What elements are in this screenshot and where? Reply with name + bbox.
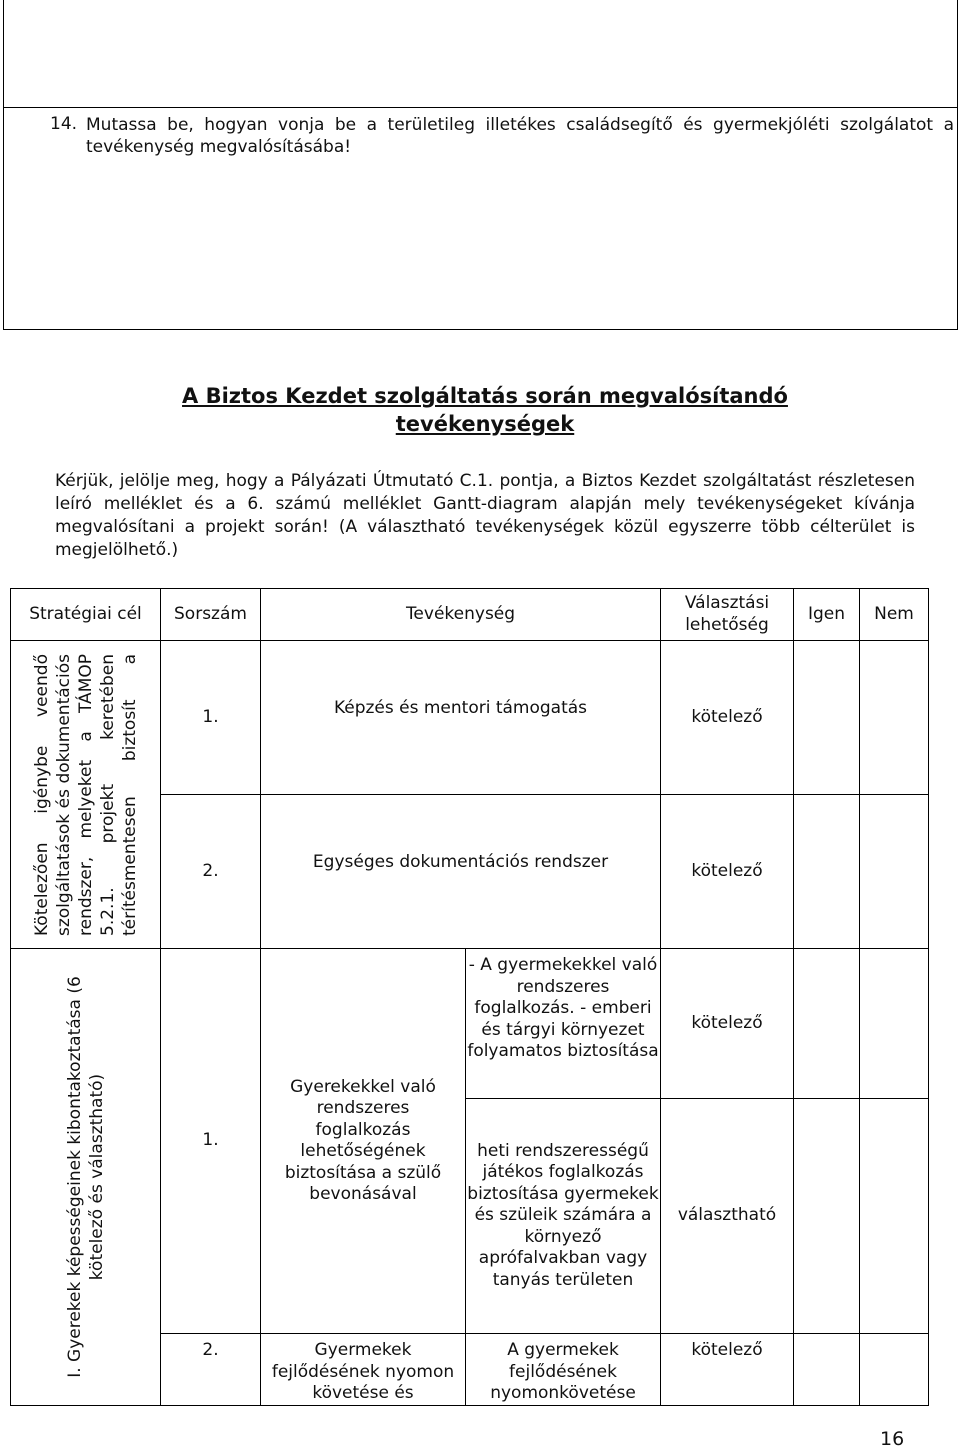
question-text: Mutassa be, hogyan vonja be a területileg illetékes családsegítő és gyermekjóléti szolgálatot a tevékenység megvalósításába!: [86, 115, 954, 157]
goal-cell-group1: [11, 641, 161, 949]
row-number: 2.: [161, 1334, 261, 1406]
row-choice: választható: [661, 1099, 794, 1334]
no-checkbox-cell[interactable]: [860, 949, 929, 1099]
answer-box[interactable]: [3, 0, 958, 330]
answer-box-divider: [4, 107, 957, 108]
row-subactivity: heti rendszerességű játékos foglalkozás biztosítása gyermekek és szüleik számára a környező aprófalvakban vagy tanyás területen: [466, 1099, 661, 1334]
table-header-row: [11, 589, 929, 641]
header-choice: Választási lehetőség: [661, 589, 794, 641]
page-number: 16: [880, 1428, 905, 1450]
row-choice: kötelező: [661, 795, 794, 949]
row-subactivity: A gyermekek fejlődésének nyomonkövetése: [466, 1334, 661, 1406]
table-row: [11, 949, 929, 1099]
question-number: 14.: [50, 114, 78, 134]
no-checkbox-cell[interactable]: [860, 795, 929, 949]
yes-checkbox-cell[interactable]: [794, 641, 860, 795]
row-activity-text: Gyerekekkel való rendszeres foglalkozás lehetőségének biztosítása a szülő bevonásával: [284, 1076, 442, 1204]
row-activity: [261, 641, 661, 795]
row-activity: [261, 949, 466, 1334]
section-intro: Kérjük, jelölje meg, hogy a Pályázati Útmutató C.1. pontja, a Biztos Kezdet szolgáltatást részletesen leíró melléklet és a 6. számú melléklet Gantt-diagram alapján mely tevékenységeket kívánja megvalósítani a projekt során! (A választható tevékenységek közül egyszerre több célterület is megjelölhető.): [55, 471, 915, 560]
no-checkbox-cell[interactable]: [860, 1334, 929, 1406]
no-checkbox-cell[interactable]: [860, 1099, 929, 1334]
section-title: A Biztos Kezdet szolgáltatás során megvalósítandó tevékenységek: [182, 384, 788, 436]
header-number: Sorszám: [161, 589, 261, 641]
row-choice: kötelező: [661, 1334, 794, 1406]
row-activity-text: Egységes dokumentációs rendszer: [312, 851, 609, 872]
table-row: [11, 641, 929, 795]
header-yes: Igen: [794, 589, 860, 641]
yes-checkbox-cell[interactable]: [794, 795, 860, 949]
activities-table: [10, 588, 929, 1406]
goal-cell-group2: [11, 949, 161, 1406]
goal-text-group2: I. Gyerekek képességeinek kibontakoztatása (6 kötelező és választható): [64, 975, 107, 1378]
header-no: Nem: [860, 589, 929, 641]
goal-text-group1: Kötelezően igénybe veendő szolgáltatások és dokumentációs rendszer, melyeket a TÁMOP 5.2.1. projekt keretében térítésmentesen biztosít a: [31, 653, 140, 936]
row-choice: kötelező: [661, 949, 794, 1099]
row-number: 1.: [161, 641, 261, 795]
yes-checkbox-cell[interactable]: [794, 1334, 860, 1406]
row-number: 2.: [161, 795, 261, 949]
yes-checkbox-cell[interactable]: [794, 949, 860, 1099]
row-activity: Gyermekek fejlődésének nyomon követése és: [261, 1334, 466, 1406]
row-choice: kötelező: [661, 641, 794, 795]
no-checkbox-cell[interactable]: [860, 641, 929, 795]
yes-checkbox-cell[interactable]: [794, 1099, 860, 1334]
row-activity-text: Képzés és mentori támogatás: [333, 697, 588, 718]
header-activity: Tevékenység: [261, 589, 661, 641]
row-subactivity: - A gyermekekkel való rendszeres foglalkozás. - emberi és tárgyi környezet folyamatos biztosítása: [466, 949, 661, 1099]
row-number: 1.: [161, 949, 261, 1334]
header-goal: Stratégiai cél: [11, 589, 161, 641]
row-activity: [261, 795, 661, 949]
